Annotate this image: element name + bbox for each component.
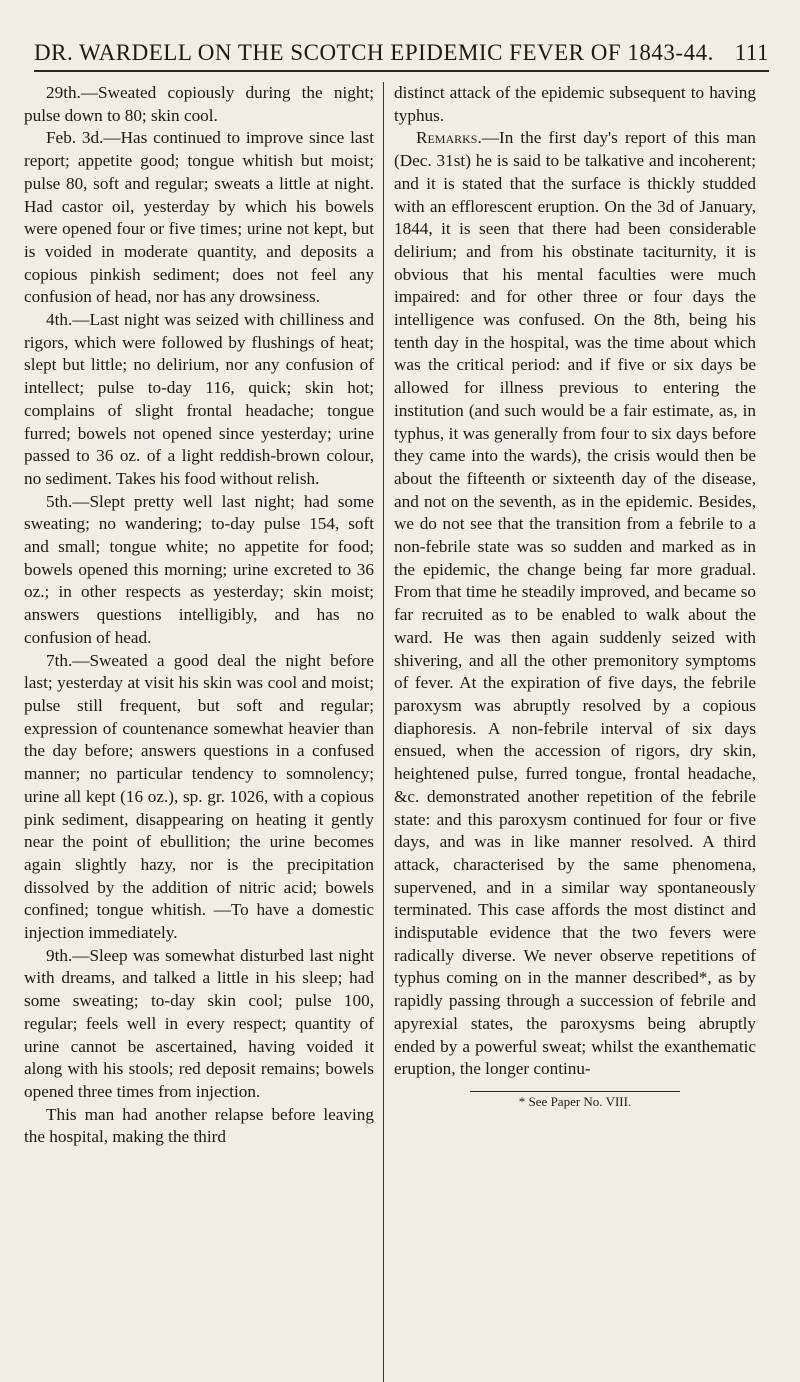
footnote: * See Paper No. VIII. — [518, 1093, 632, 1109]
page-number: 111 — [734, 40, 769, 65]
remarks-label: Remarks. — [416, 128, 482, 148]
header-rule — [34, 70, 769, 72]
column-divider — [383, 82, 384, 1382]
paragraph: Feb. 3d.—Has continued to improve since last report; appetite good; tongue whitish but moist; pulse 80, soft and regular; sweats a little at night. Had castor oil, yesterday by which his bowels were opened four or five times; urine not kept, but is voided in moderate quantity, and deposits a copious pinkish sediment; does not feel any confusion of head, nor has any drowsiness. — [24, 128, 374, 307]
paragraph: 9th.—Sleep was somewhat disturbed last night with dreams, and talked a little in his sleep; had some sweating; to-day skin cool; pulse 100, regular; feels well in every respect; quantity of urine cannot be ascertained, having voided it along with his stools; red deposit remains; bowels opened three times from injection. — [24, 945, 374, 1101]
paragraph: 29th.—Sweated copiously during the night; pulse down to 80; skin cool. — [24, 83, 374, 125]
remarks-paragraph — [394, 127, 756, 1081]
left-column — [24, 82, 374, 1149]
paragraph: 4th.—Last night was seized with chilliness and rigors, which were followed by flushings of heat; slept but little; no delirium, nor any confusion of intellect; pulse to-day 116, quick; skin hot; complains of slight frontal headache; tongue furred; bowels not opened since yesterday; urine passed to 36 oz. of a light reddish-brown colour, no sediment. Takes his food without relish. — [24, 310, 374, 488]
paragraph: This man had another relapse before leaving the hospital, making the third — [24, 1104, 374, 1147]
running-title: DR. WARDELL ON THE SCOTCH EPIDEMIC FEVER OF 1843-44. — [34, 40, 714, 65]
remarks-text: —In the first day's report of this man (Dec. 31st) he is said to be talkative and incoherent; and it is stated that the surface is thickly studded with an efflorescent eruption. On the 3d of January, 1844, it is seen that there had been considerable delirium; and from his obstinate taciturnity, it is obvious that his mental faculties were much impaired: and for other three or four days the intelligence was confused. On the 8th, being his tenth day in the hospital, was the time about which was the critical period: and if five or six days be allowed for illness previous to entering the institution (and such would be a fair estimate, as, in typhus, it was generally from four to six days before they came into the wards), the crisis would then be about the fifteenth or sixteenth day of the disease, and not on the seventh, as in the epidemic. Besides, we do not see that the transition from a febrile to a non-febrile state was so sudden and marked as in the epidemic, the change being far more gradual. From that time he steadily improved, and became so far recruited as to be enabled to walk about the ward. He was then again suddenly seized with shivering, and all the other premonitory symptoms of fever. At the expiration of five days, the febrile paroxysm was abruptly resolved by a copious diaphoresis. A non-febrile interval of six days ensued, when the accession of rigors, dry skin, heightened pulse, furred tongue, frontal headache, &c. demonstrated another repetition of the febrile state: and this paroxysm continued for four or five days, and was in like manner resolved. A third attack, characterised by the same phenomena, supervened, and in a similar way spontaneously terminated. This case affords the most distinct and indisputable evidence that the two fevers were radically diverse. We never observe repetitions of typhus coming on in the manner described*, as by rapidly passing through a succession of febrile and apyrexial states, the paroxysms being abruptly ended by a powerful sweat; whilst the exanthematic eruption, the longer continu- — [394, 128, 756, 1079]
footnote-rule — [470, 1091, 680, 1092]
paragraph: distinct attack of the epidemic subsequent to having typhus. — [394, 83, 756, 125]
right-column — [394, 82, 756, 1110]
paragraph: 5th.—Slept pretty well last night; had some sweating; no wandering; to-day pulse 154, soft and small; tongue white; no appetite for food; bowels opened this morning; urine excreted to 36 oz.; in other respects as yesterday; skin moist; answers questions intelligibly, and has no confusion of head. — [24, 491, 374, 647]
paragraph: 7th.—Sweated a good deal the night before last; yesterday at visit his skin was cool and moist; pulse still frequent, but soft and regular; expression of countenance somewhat heavier than the day before; answers questions in a confused manner; no particular tendency to somnolency; urine all kept (16 oz.), sp. gr. 1026, with a copious pink sediment, disappearing on heating it gently near the point of ebullition; the urine becomes again slightly hazy, nor is the precipitation dissolved by the addition of nitric acid; bowels confined; tongue whitish. —To have a domestic injection immediately. — [24, 650, 374, 943]
running-header — [34, 40, 769, 66]
